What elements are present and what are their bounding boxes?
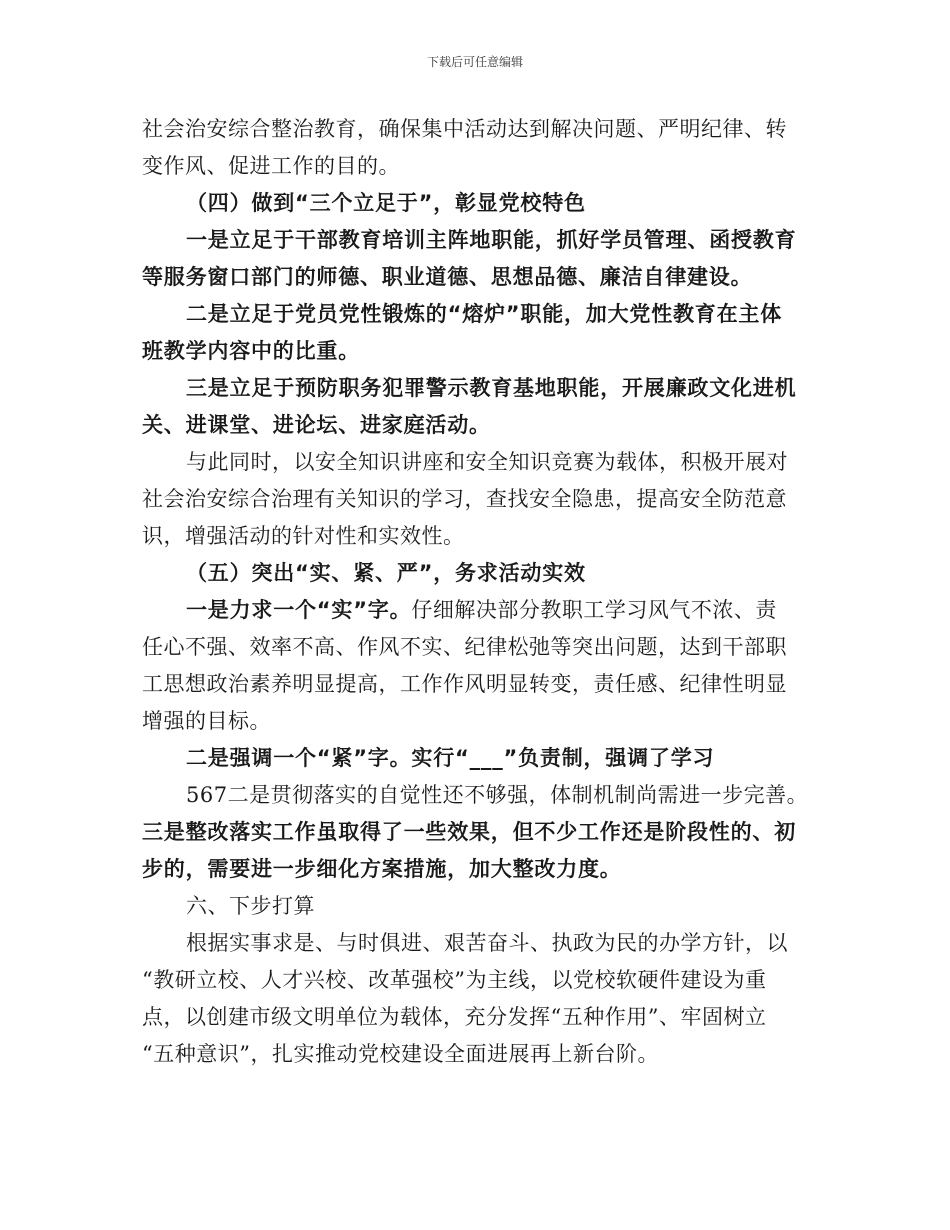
body-line: 社会治安综合整治教育，确保集中活动达到解决问题、严明纪律、转 — [142, 117, 787, 141]
body-line: 点，以创建市级文明单位为载体，充分发挥“五种作用”、牢固树立 — [142, 1005, 767, 1029]
bold-line: 等服务窗口部门的师德、职业道德、思想品德、廉洁自律建设。 — [142, 265, 753, 289]
bold-line: 二是强调一个“紧”字。实行“___”负责制，强调了学习 — [186, 746, 715, 770]
page-header: 下载后可任意编辑 — [426, 55, 523, 69]
bold-line: 三是整改落实工作虽取得了一些效果，但不少工作还是阶段性的、初 — [142, 820, 796, 844]
bold-line: 关、进课堂、进论坛、进家庭活动。 — [142, 413, 491, 437]
bold-line: 三是立足于预防职务犯罪警示教育基地职能，开展廉政文化进机 — [186, 376, 797, 400]
body-line: “教研立校、人才兴校、改革强校”为主线，以党校软硬件建设为重 — [142, 968, 767, 992]
body-line: 567二是贯彻落实的自觉性还不够强，体制机制尚需进一步完善。 — [186, 783, 809, 807]
mixed-line — [186, 592, 866, 628]
section-heading-five: （五）突出“实、紧、严”，务求活动实效 — [186, 561, 586, 585]
bold-line: 班教学内容中的比重。 — [142, 339, 360, 363]
section-heading-four: （四）做到“三个立足于”，彰显党校特色 — [186, 191, 586, 215]
bold-line: 二是立足于党员党性锻炼的“熔炉”职能，加大党性教育在主体 — [186, 302, 783, 326]
bold-line: 一是立足于干部教育培训主阵地职能，抓好学员管理、函授教育 — [186, 228, 797, 252]
body-text: 仔细解决部分教职工学习风气不浓、责 — [411, 598, 777, 622]
bold-lead: 一是力求一个“实”字。 — [186, 598, 412, 622]
body-line: 增强的目标。 — [142, 709, 271, 733]
section-heading-six: 六、下步打算 — [186, 894, 315, 918]
body-line: 变作风、促进工作的目的。 — [142, 154, 400, 178]
body-line: 与此同时，以安全知识讲座和安全知识竞赛为载体，积极开展对 — [186, 450, 788, 474]
bold-line: 步的，需要进一步细化方案措施，加大整改力度。 — [142, 857, 622, 881]
body-line: 根据实事求是、与时俱进、艰苦奋斗、执政为民的办学方针，以 — [186, 931, 788, 955]
body-line: “五种意识”，扎实推动党校建设全面进展再上新台阶。 — [142, 1042, 659, 1066]
body-line: 识，增强活动的针对性和实效性。 — [142, 524, 465, 548]
body-line: 任心不强、效率不高、作风不实、纪律松弛等突出问题，达到干部职 — [142, 635, 787, 659]
body-line: 社会治安综合治理有关知识的学习，查找安全隐患，提高安全防范意 — [142, 487, 787, 511]
body-line: 工思想政治素养明显提高，工作作风明显转变，责任感、纪律性明显 — [142, 672, 787, 696]
